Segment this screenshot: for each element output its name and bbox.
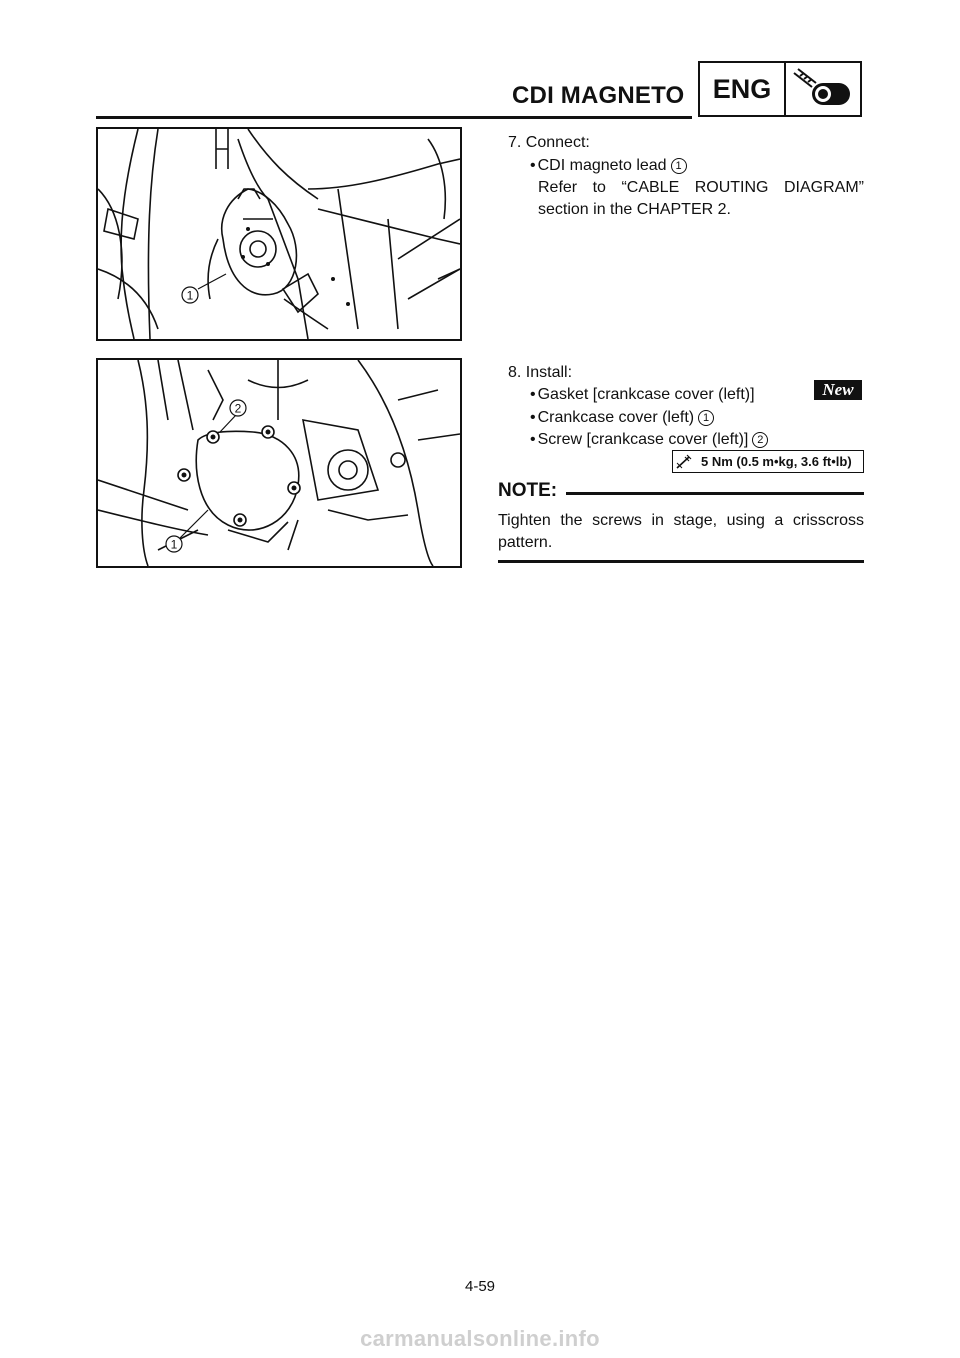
step8-item-text: Screw [crankcase cover (left)] [537, 431, 749, 448]
step8-heading: 8. Install: [508, 364, 573, 381]
engine-bolt-icon [786, 63, 860, 115]
torque-spec-value: 5 Nm (0.5 m•kg, 3.6 ft•lb) [701, 454, 852, 469]
page-number: 4-59 [464, 1278, 496, 1295]
figure2-callout-1: 1 [170, 537, 178, 552]
header-rule [96, 116, 692, 119]
note-top-rule [566, 492, 864, 495]
eng-badge [698, 61, 862, 117]
figure1-callout-1: 1 [186, 288, 194, 303]
torque-spec-box [672, 450, 864, 473]
step7-item-text: CDI magneto lead [537, 157, 667, 174]
figure-crankcase-cover [96, 358, 462, 568]
step8-item-screw [530, 429, 768, 451]
step7-reference-line1: Refer to “CABLE ROUTING DIAGRAM” [538, 179, 864, 196]
step7-heading: 7. Connect: [508, 134, 590, 151]
step8-item-gasket [530, 384, 755, 406]
figure2-callout-2: 2 [234, 401, 242, 416]
step8-item-text: Crankcase cover (left) [537, 409, 695, 426]
step8-item-callout: 2 [752, 432, 768, 448]
section-title: CDI MAGNETO [512, 82, 685, 109]
torque-wrench-icon [673, 452, 695, 472]
footer-watermark: carmanualsonline.info [360, 1326, 600, 1351]
note-label: NOTE: [498, 480, 558, 501]
step8-item-crankcase-cover [530, 407, 714, 429]
new-part-badge: New [814, 380, 862, 400]
step7-reference-line2: section in the CHAPTER 2. [538, 201, 731, 218]
step7-item [530, 155, 687, 177]
figure-cdi-magneto-lead [96, 127, 462, 341]
step7-item-callout: 1 [671, 158, 687, 174]
step8-item-callout: 1 [698, 410, 714, 426]
step8-item-text: Gasket [crankcase cover (left)] [537, 386, 755, 403]
note-bottom-rule [498, 560, 864, 563]
eng-badge-label: ENG [712, 73, 772, 104]
note-text: Tighten the screws in stage, using a crisscross pattern. [498, 512, 864, 551]
